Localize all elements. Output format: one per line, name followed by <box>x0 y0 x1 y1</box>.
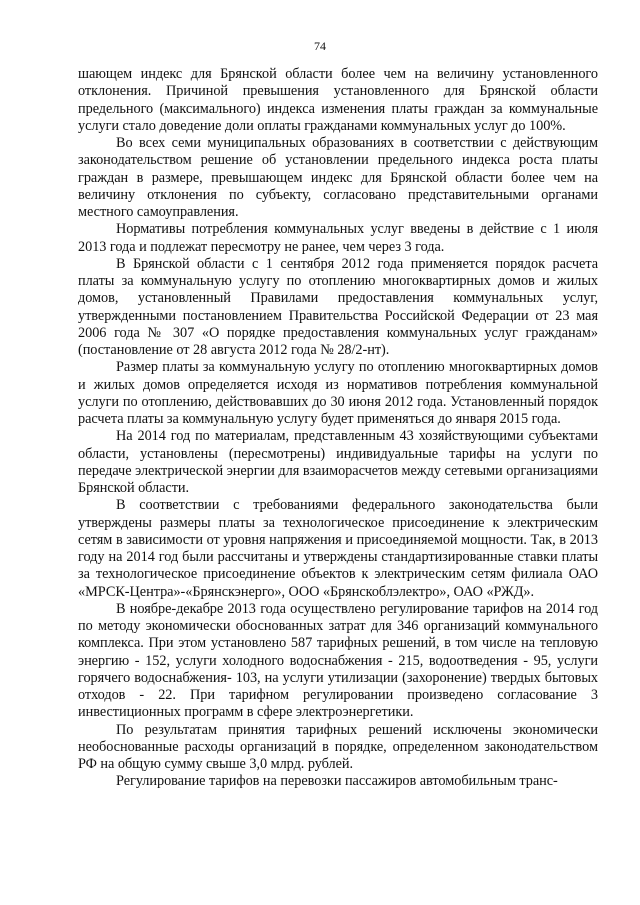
paragraph: шающем индекс для Брянской области более чем на величину установленного отклонения. Причиной превышения установленного для Брянской области предельного (максимального) индекса изменения платы граждан за коммунальные услуги стало доведение доли оплаты гражданами коммунальных услуг до 100%. <box>78 66 598 134</box>
paragraph: Регулирование тарифов на перевозки пассажиров автомобильным транс- <box>116 773 558 790</box>
paragraph: На 2014 год по материалам, представленным 43 хозяйствующими субъектами области, установлены (пересмотрены) индивидуальные тарифы на услуги по передаче электрической энергии для взаиморасчетов между сетевыми организациями Брянской области. <box>78 428 598 496</box>
page-number: 74 <box>314 39 326 53</box>
paragraph: Во всех семи муниципальных образованиях в соответствии с действующим законодательством решение об установлении предельного индекса роста платы граждан в размере, превышающем индекс для Брянской области более чем на величину отклонения по субъекту, согласовано представительными органами местного самоуправления. <box>78 135 598 220</box>
paragraph: По результатам принятия тарифных решений исключены экономически необоснованные расходы организаций в порядке, определенном законодательством РФ на общую сумму свыше 3,0 млрд. рублей. <box>78 721 598 772</box>
paragraph: В ноябре-декабре 2013 года осуществлено регулирование тарифов на 2014 год по методу экономически обоснованных затрат для 346 организаций коммунального комплекса. При этом установлено 587 тарифных решений, в том числе на тепловую энергию - 152, услуги холодного водоснабжения - 215, водоотведения - 95, услуги горячего водоснабжения- 103, на услуги утилизации (захоронение) твердых бытовых отходов - 22. При тарифном регулировании произведено согласование 3 инвестиционных программ в сфере электроэнергетики. <box>78 600 598 721</box>
document-body <box>78 66 598 791</box>
paragraph: В Брянской области с 1 сентября 2012 года применяется порядок расчета платы за коммунальную услугу по отоплению многоквартирных домов и жилых домов, установленный Правилами предоставления коммунальных услуг, утвержденными постановлением Правительства Российской Федерации от 23 мая 2006 года № 307 «О порядке предоставления коммунальных услуг гражданам» (постановление от 28 августа 2012 года № 28/2-нт). <box>78 255 598 358</box>
paragraph: В соответствии с требованиями федерального законодательства были утверждены размеры платы за технологическое присоединение к электрическим сетям в зависимости от уровня напряжения и присоединяемой мощности. Так, в 2013 году на 2014 год были рассчитаны и утверждены стандартизированные ставки платы за технологическое присоединение объектов к электрическим сетям филиала ОАО «МРСК-Центра»-«Брянскэнерго», ООО «Брянскоблэлектро», ОАО «РЖД». <box>78 497 598 600</box>
paragraph: Нормативы потребления коммунальных услуг введены в действие с 1 июля 2013 года и подлежат пересмотру не ранее, чем через 3 года. <box>78 221 598 255</box>
paragraph: Размер платы за коммунальную услугу по отоплению многоквартирных домов и жилых домов определяется исходя из нормативов потребления коммунальной услуги по отоплению, действовавших до 30 июня 2012 года. Установленный порядок расчета платы за коммунальную услугу будет применяться до января 2015 года. <box>78 359 598 427</box>
